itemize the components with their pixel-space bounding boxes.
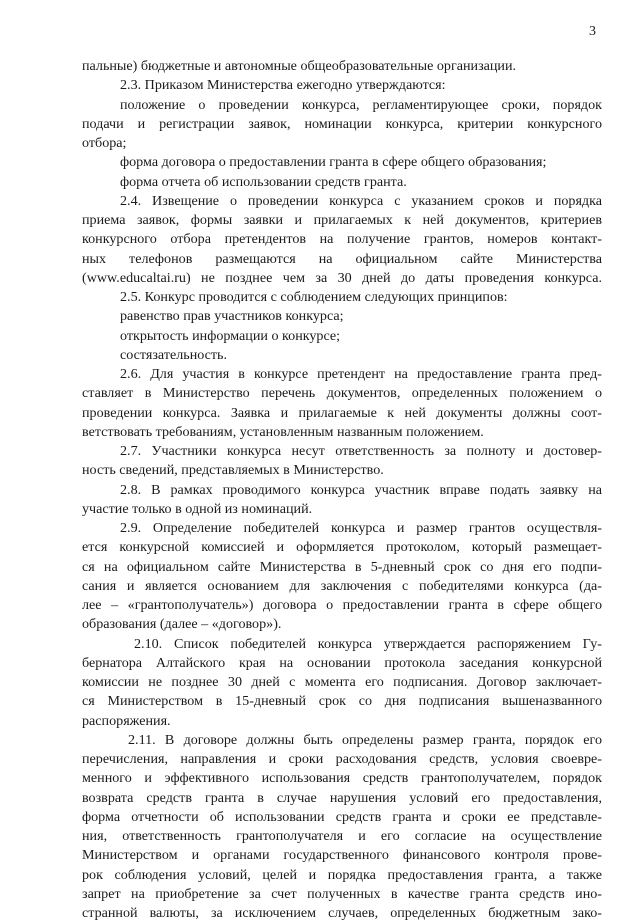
paragraph-2-10-start: 2.10. Список победителей конкурса утверждается распоряжением Гу- [134,635,602,652]
text-line: приема заявок, формы заявки и прилагаемых к ней документов, критериев [82,212,602,228]
text-line: комиссии не позднее 30 дней с момента его подписания. Договор заключает- [82,674,602,690]
text-line: ставляет в Министерство перечень документов, определенных положением о [82,385,602,402]
text-line: распоряжения. [82,712,171,729]
text-line: образования (далее – «договор»). [82,616,282,633]
principle-item: состязательность. [120,346,228,363]
text-line: странной валюты, за исключением случаев, определенных бюджетным зако- [82,905,602,921]
text-line: ных телефонов размещаются на официальном сайте Министерства [82,250,602,267]
paragraph-2-11-start: 2.11. В договоре должны быть определены размер гранта, порядок его [128,731,602,748]
text-line: подачи и регистрации заявок, номинации конкурса, критерии конкурсного [82,115,602,132]
text-line: (www.educaltai.ru) не позднее чем за 30 дней до даты проведения конкурса. [82,269,602,286]
principle-item: равенство прав участников конкурса; [120,308,344,325]
text-line: форма отчетности об использовании средств гранта и сроки ее представле- [82,808,602,825]
text-line: конкурсного отбора претендентов на получение грантов, номеров контакт- [82,231,602,248]
page-number: 3 [589,24,596,39]
text-line: бернатора Алтайского края на основании протокола заседания конкурсной [82,654,602,671]
text-line: форма отчета об использовании средств гранта. [120,173,407,190]
text-line: положение о проведении конкурса, регламентирующее сроки, порядок [120,96,602,113]
text-line: ния, ответственность грантополучателя и его согласие на осуществление [82,828,602,844]
text-line: перечисления, направления и сроки расходования средств, условия своевре- [82,751,602,767]
text-line: ется конкурсной комиссией и оформляется протоколом, который размещает- [82,539,602,556]
text-line: отбора; [82,135,127,151]
text-line: пальные) бюджетные и автономные общеобразовательные организации. [82,58,517,74]
text-line: проведении конкурса. Заявка и прилагаемые к ней документы должны соот- [82,404,602,421]
paragraph-2-8-start: 2.8. В рамках проводимого конкурса участник вправе подать заявку на [120,481,602,498]
text-line: менного и эффективного использования средств грантополучателем, порядок [82,770,602,787]
text-line: ветствовать требованиям, установленным названным положением. [82,423,484,440]
paragraph-2-5-heading: 2.5. Конкурс проводится с соблюдением следующих принципов: [120,289,508,305]
text-line: участие только в одной из номинаций. [82,500,313,517]
text-line: лее – «грантополучатель») договора о предоставлении гранта в сфере общего [82,597,602,613]
document-body [82,57,602,923]
text-line: запрет на приобретение за счет полученных в качестве гранта средств ино- [82,885,602,902]
text-line: сания и является основанием для заключения с победителями конкурса (да- [82,577,602,594]
paragraph-2-6-start: 2.6. Для участия в конкурсе претендент на предоставление гранта пред- [120,366,602,382]
text-line: Министерством и органами государственного финансового контроля прове- [82,847,602,864]
principle-item: открытость информации о конкурсе; [120,327,341,344]
paragraph-2-3-heading: 2.3. Приказом Министерства ежегодно утверждаются: [120,77,446,94]
paragraph-2-7-start: 2.7. Участники конкурса несут ответственность за полноту и достовер- [120,443,602,459]
text-line: ся на официальном сайте Министерства в 5-дневный срок со дня его подпи- [82,558,602,575]
text-line: возврата средств гранта в случае нарушения условий его предоставления, [82,789,602,806]
text-line: ся Министерством в 15-дневный срок со дня подписания вышеназванного [82,693,602,710]
paragraph-2-9-start: 2.9. Определение победителей конкурса и размер грантов осуществля- [120,520,602,536]
text-line: форма договора о предоставлении гранта в сфере общего образования; [120,154,547,171]
text-line: рок соблюдения условий, целей и порядка предоставления гранта, а также [82,866,602,883]
text-line: ность сведений, представляемых в Министерство. [82,462,384,479]
paragraph-2-4-start: 2.4. Извещение о проведении конкурса с указанием сроков и порядка [120,192,602,209]
